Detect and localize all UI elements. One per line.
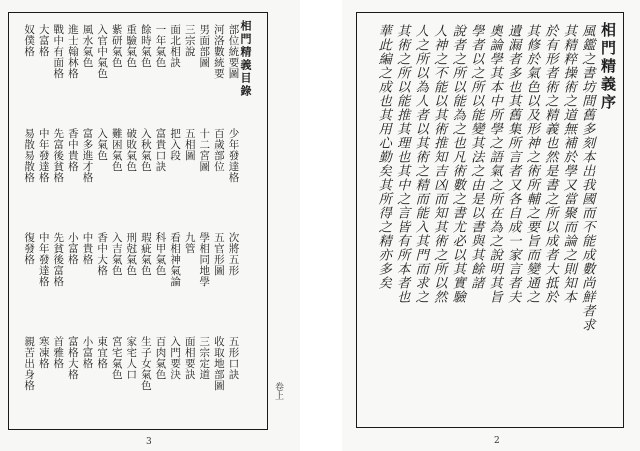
toc-entry: 風水氣色 [81,24,94,68]
toc-entry: 破敗氣色 [125,128,138,172]
toc-entry: 生子女氣色 [139,336,152,391]
toc-entry: 入門要決 [169,336,182,380]
toc-entry: 百歲部位 [212,128,225,172]
toc-entry: 科甲氣色 [154,232,167,276]
toc-entry: 先富後貧格 [52,128,65,183]
toc-entry: 三宗定道 [198,336,211,380]
toc-entry: 一年氣色 [154,24,167,68]
toc-entry: 進士翰林格 [66,24,79,79]
toc-entry: 三宗說 [183,24,196,57]
toc-entry: 富多進才格 [81,128,94,183]
toc-entry: 易散易散格 [23,128,36,183]
preface-column: 遺漏者多也其舊集所言者又各自成一家言者夫 [505,24,521,304]
toc-entry: 入秋氣色 [139,128,152,172]
preface-column: 人神之不能以其術推知吉凶而知其術之所以然 [431,24,447,304]
toc-entry: 九管 [183,232,196,254]
toc-entry: 五相圖 [183,128,196,161]
toc-entry: 面北相訣 [169,24,182,68]
side-mark: 卷上 [273,382,283,400]
toc-entry: 大富格 [37,24,50,57]
toc-entry: 紫研氣色 [110,24,123,68]
preface-column: 其修於氣色以及形神之術所輔之要旨而變通之 [523,24,539,304]
toc-entry: 中貴格 [81,232,94,265]
toc-heading: 相門精義目錄 [239,20,252,98]
preface-column: 人之所以為人者以其術之精而能入其門而求之 [412,24,428,304]
toc-entry: 收取地部圖 [212,336,225,391]
toc-entry: 東宜格 [96,336,109,369]
left-folio: 3 [146,437,152,447]
toc-entry: 富貴口訣 [154,128,167,172]
toc-entry: 入吉氣色 [110,232,123,276]
preface-column: 於有形者術之精義也然是書之所以成者大抵於 [542,24,558,304]
preface-title: 相門精義序 [599,22,617,112]
toc-entry: 香中貴格 [66,128,79,172]
toc-entry: 香中大格 [96,232,109,276]
toc-entry: 難困氣色 [110,128,123,172]
toc-entry: 家宅人口 [125,336,138,380]
toc-entry: 少年發達格 [227,128,240,183]
toc-entry: 入氣色 [96,128,109,161]
toc-entry: 餘時氣色 [139,24,152,68]
toc-entry: 百肉氣色 [154,336,167,380]
preface-column: 其精粹操術之道無補於學又當聚而論之則知本 [560,24,576,304]
toc-entry: 五形口訣 [227,336,240,380]
toc-entry: 瑕疵氣色 [139,232,152,276]
toc-entry: 奴僕格 [23,24,36,57]
toc-page [0,0,300,451]
preface-column: 說者之所以能為之也凡術數之書尤必以其實驗 [449,24,465,304]
toc-entry: 部位統要圖 [227,24,240,79]
preface-column: 風鑑之書坊間舊多刻本出我國而不能成數尚鮮者求 [579,24,595,332]
preface-page [342,0,640,451]
toc-entry: 面相要訣 [183,336,196,380]
preface-column: 奧論學其本中所學之語氣之所在為之說明其旨 [486,24,502,304]
toc-entry: 復發格 [23,232,36,265]
toc-entry: 富格大格 [66,336,79,380]
toc-entry: 先貧後富格 [52,232,65,287]
toc-entry: 首雅格 [52,336,65,369]
toc-entry: 河洛數統要 [212,24,225,79]
toc-entry: 次將五形 [227,232,240,276]
preface-column: 華此編之成也其用心勤矣其所得之精亦多矣 [375,24,391,290]
toc-entry: 宮宅氣色 [110,336,123,380]
toc-entry: 中年發達格 [37,128,50,183]
gutter [300,0,342,451]
toc-entry: 親苦出身格 [23,336,36,391]
toc-entry: 中年發達格 [37,232,50,287]
toc-entry: 看相神氣論 [169,232,182,287]
preface-column: 學者以之所以能變其法之由是以書與其餘諸 [468,24,484,290]
toc-entry: 入官中氣色 [96,24,109,79]
toc-entry: 小富格 [81,336,94,369]
toc-entry: 男面部圖 [198,24,211,68]
toc-entry: 五官形圖 [212,232,225,276]
right-folio: 2 [494,436,500,446]
toc-entry: 學相同地學 [198,232,211,287]
toc-entry: 寒凍格 [37,336,50,369]
toc-entry: 小富格 [66,232,79,265]
toc-entry: 戰中有面格 [52,24,65,79]
toc-entry: 把入段 [169,128,182,161]
toc-entry: 十二宮圖 [198,128,211,172]
toc-entry: 刑尅氣色 [125,232,138,276]
preface-column: 其術之所以能推其理也其中之言皆有所本者也 [394,24,410,304]
toc-entry: 重驗氣色 [125,24,138,68]
